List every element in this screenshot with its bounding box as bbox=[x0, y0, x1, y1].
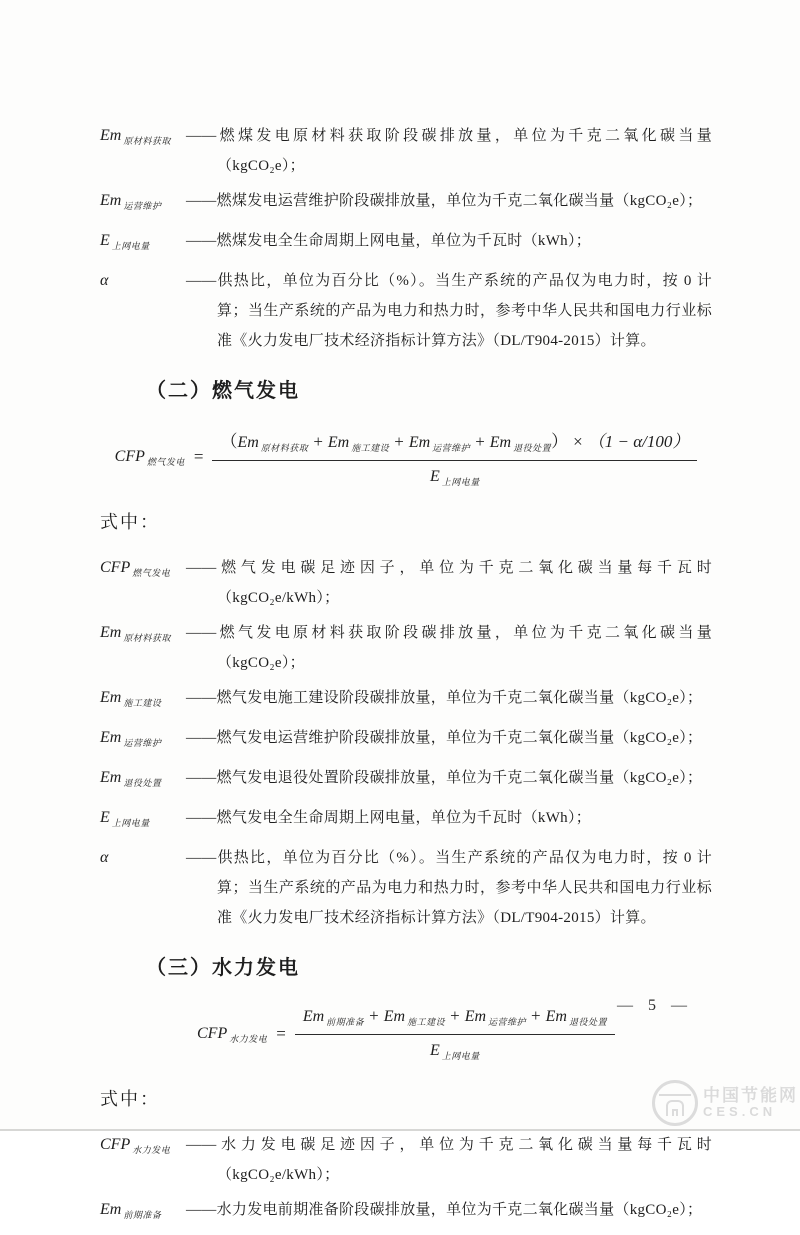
num-term-sym: Em bbox=[383, 1008, 406, 1025]
term-description: ——燃气发电运营维护阶段碳排放量，单位为千克二氧化碳当量（kgCO₂e）； bbox=[186, 730, 703, 746]
term-description: ——燃煤发电原材料获取阶段碳排放量，单位为千克二氧化碳当量（kgCO₂e）； bbox=[186, 128, 712, 174]
watermark-logo-pillar bbox=[672, 1109, 678, 1116]
term-symbol bbox=[100, 683, 186, 718]
term-sym: Em bbox=[100, 769, 122, 786]
term-symbol bbox=[100, 121, 186, 156]
fraction-denominator bbox=[430, 1035, 480, 1062]
term-symbol bbox=[100, 618, 186, 653]
definition-row-coal-em-om bbox=[100, 186, 712, 221]
section-heading-gas: （二）燃气发电 bbox=[146, 380, 300, 402]
num-term-subscript: 施工建设 bbox=[407, 1017, 446, 1027]
den-subscript: 上网电量 bbox=[441, 476, 480, 487]
term-description: ——燃气发电碳足迹因子，单位为千克二氧化碳当量每千瓦时（kgCO₂e/kWh）； bbox=[186, 560, 712, 606]
watermark bbox=[652, 1080, 798, 1126]
formula-lhs-sym: CFP bbox=[197, 1025, 228, 1042]
term-symbol bbox=[100, 553, 186, 588]
den-sym: E bbox=[430, 467, 440, 485]
fraction-numerator bbox=[212, 427, 697, 461]
formula-lhs-subscript: 水力发电 bbox=[229, 1034, 268, 1044]
term-sym: α bbox=[100, 272, 109, 289]
term-description: ——燃气发电施工建设阶段碳排放量，单位为千克二氧化碳当量（kgCO₂e）； bbox=[186, 690, 703, 706]
term-sym: Em bbox=[100, 624, 122, 641]
equals-sign: = bbox=[276, 1024, 286, 1043]
term-sym: Em bbox=[100, 729, 122, 746]
page-content bbox=[100, 121, 712, 1235]
term-symbol bbox=[100, 723, 186, 758]
definition-row-hydro-cfp bbox=[100, 1130, 712, 1190]
num-term-sym: Em bbox=[464, 1008, 487, 1025]
plus-sign: + bbox=[313, 431, 323, 451]
term-symbol bbox=[100, 763, 186, 798]
definition-row-coal-e-grid bbox=[100, 226, 712, 261]
watermark-logo-icon bbox=[652, 1080, 698, 1126]
formula-lhs bbox=[197, 1023, 267, 1045]
term-sym: E bbox=[100, 809, 110, 826]
term-subscript: 上网电量 bbox=[111, 818, 150, 828]
num-term-subscript: 前期准备 bbox=[326, 1017, 365, 1027]
num-term-subscript: 运营维护 bbox=[488, 1017, 527, 1027]
page-number bbox=[617, 997, 687, 1015]
term-symbol bbox=[100, 186, 186, 221]
times-sign: × bbox=[573, 431, 583, 451]
num-term-sym: Em bbox=[408, 433, 431, 451]
term-sym: Em bbox=[100, 192, 122, 209]
fraction bbox=[295, 1006, 615, 1062]
plus-sign: + bbox=[450, 1006, 460, 1025]
formula-lhs-sym: CFP bbox=[114, 448, 145, 465]
fraction-numerator bbox=[295, 1006, 615, 1035]
term-subscript: 退役处置 bbox=[123, 778, 162, 788]
section-heading-hydro: （三）水力发电 bbox=[146, 957, 300, 979]
definition-row-gas-em-raw bbox=[100, 618, 712, 678]
term-sym: Em bbox=[100, 689, 122, 706]
page-number-dash-left: — bbox=[617, 997, 633, 1014]
num-term-subscript: 退役处置 bbox=[568, 1017, 607, 1027]
definition-row-gas-em-om bbox=[100, 723, 712, 758]
term-subscript: 水力发电 bbox=[132, 1145, 171, 1155]
plus-sign: + bbox=[394, 431, 404, 451]
term-symbol bbox=[100, 843, 186, 878]
where-label-gas: 式中： bbox=[100, 512, 160, 532]
definition-row-gas-cfp bbox=[100, 553, 712, 613]
term-description: ——供热比，单位为百分比（%）。当生产系统的产品仅为电力时，按 0 计算；当生产系统的产品为电力和热力时，参考中华人民共和国电力行业标准《火力发电厂技术经济指标计算方法》（DL/T904-2015）计算。 bbox=[186, 850, 712, 926]
fraction bbox=[212, 427, 697, 488]
term-sym: Em bbox=[100, 127, 122, 144]
definition-row-coal-em-raw bbox=[100, 121, 712, 181]
formula-lhs bbox=[115, 446, 185, 468]
definition-row-gas-e-grid bbox=[100, 803, 712, 838]
num-term-sym: Em bbox=[545, 1008, 567, 1025]
term-sym: CFP bbox=[100, 559, 131, 576]
term-subscript: 运营维护 bbox=[123, 738, 162, 748]
watermark-text bbox=[703, 1086, 798, 1120]
num-term-subscript: 原材料获取 bbox=[260, 442, 309, 453]
term-description: ——燃气发电全生命周期上网电量，单位为千瓦时（kWh）； bbox=[186, 810, 592, 826]
term-subscript: 燃气发电 bbox=[132, 568, 171, 578]
plus-sign: + bbox=[531, 1006, 541, 1025]
term-sym: CFP bbox=[100, 1136, 131, 1153]
term-symbol bbox=[100, 803, 186, 838]
where-label-hydro: 式中： bbox=[100, 1089, 160, 1109]
fraction-denominator bbox=[430, 461, 480, 488]
term-description: ——燃气发电原材料获取阶段碳排放量，单位为千克二氧化碳当量（kgCO₂e）； bbox=[186, 625, 712, 671]
term-symbol bbox=[100, 226, 186, 261]
num-term-sym: Em bbox=[237, 433, 259, 451]
watermark-site-domain: CES.CN bbox=[703, 1104, 777, 1120]
formula-lhs-subscript: 燃气发电 bbox=[146, 457, 185, 467]
term-subscript: 前期准备 bbox=[123, 1210, 162, 1220]
term-symbol bbox=[100, 266, 186, 301]
term-description: ——燃气发电退役处置阶段碳排放量，单位为千克二氧化碳当量（kgCO₂e）； bbox=[186, 770, 703, 786]
num-term-subscript: 退役处置 bbox=[513, 442, 552, 453]
open-paren: （ bbox=[220, 431, 238, 451]
definition-row-gas-em-retire bbox=[100, 763, 712, 798]
num-term-subscript: 施工建设 bbox=[351, 442, 390, 453]
definition-row-hydro-em-prep bbox=[100, 1195, 712, 1230]
term-description: ——水力发电前期准备阶段碳排放量，单位为千克二氧化碳当量（kgCO₂e）； bbox=[186, 1202, 703, 1218]
definition-row-gas-em-build bbox=[100, 683, 712, 718]
term-description: ——燃煤发电运营维护阶段碳排放量，单位为千克二氧化碳当量（kgCO₂e）； bbox=[186, 193, 703, 209]
num-term-subscript: 运营维护 bbox=[432, 442, 471, 453]
den-sym: E bbox=[430, 1042, 440, 1059]
definition-row-coal-alpha bbox=[100, 266, 712, 356]
term-subscript: 原材料获取 bbox=[123, 633, 171, 643]
den-subscript: 上网电量 bbox=[441, 1051, 480, 1061]
term-subscript: 运营维护 bbox=[123, 201, 162, 211]
watermark-site-name: 中国节能网 bbox=[703, 1085, 798, 1105]
plus-sign: + bbox=[369, 1006, 379, 1025]
page-number-dash-right: — bbox=[671, 997, 687, 1014]
close-paren: ） bbox=[551, 431, 569, 451]
term-sym: Em bbox=[100, 1201, 122, 1218]
term-subscript: 原材料获取 bbox=[123, 136, 171, 146]
num-term-sym: Em bbox=[302, 1008, 325, 1025]
term-symbol bbox=[100, 1130, 186, 1165]
heat-ratio-factor: （1 − α/100） bbox=[587, 431, 690, 451]
definition-row-gas-alpha bbox=[100, 843, 712, 933]
term-symbol bbox=[100, 1195, 186, 1230]
page-number-value: 5 bbox=[648, 997, 656, 1014]
num-term-sym: Em bbox=[489, 433, 512, 451]
term-subscript: 施工建设 bbox=[123, 698, 162, 708]
term-sym: E bbox=[100, 232, 110, 249]
gas-formula bbox=[100, 421, 712, 493]
term-description: ——供热比，单位为百分比（%）。当生产系统的产品仅为电力时，按 0 计算；当生产系统的产品为电力和热力时，参考中华人民共和国电力行业标准《火力发电厂技术经济指标计算方法》（DL/T904-2015）计算。 bbox=[186, 273, 712, 349]
num-term-sym: Em bbox=[327, 433, 350, 451]
term-description: ——燃煤发电全生命周期上网电量，单位为千瓦时（kWh）； bbox=[186, 233, 592, 249]
plus-sign: + bbox=[475, 431, 485, 451]
equals-sign: = bbox=[193, 447, 204, 466]
term-description: ——水力发电碳足迹因子，单位为千克二氧化碳当量每千瓦时（kgCO₂e/kWh）； bbox=[186, 1137, 712, 1183]
term-sym: α bbox=[100, 849, 109, 866]
watermark-logo-bar bbox=[659, 1094, 691, 1096]
term-subscript: 上网电量 bbox=[111, 241, 150, 251]
scan-edge-line bbox=[0, 1129, 800, 1131]
